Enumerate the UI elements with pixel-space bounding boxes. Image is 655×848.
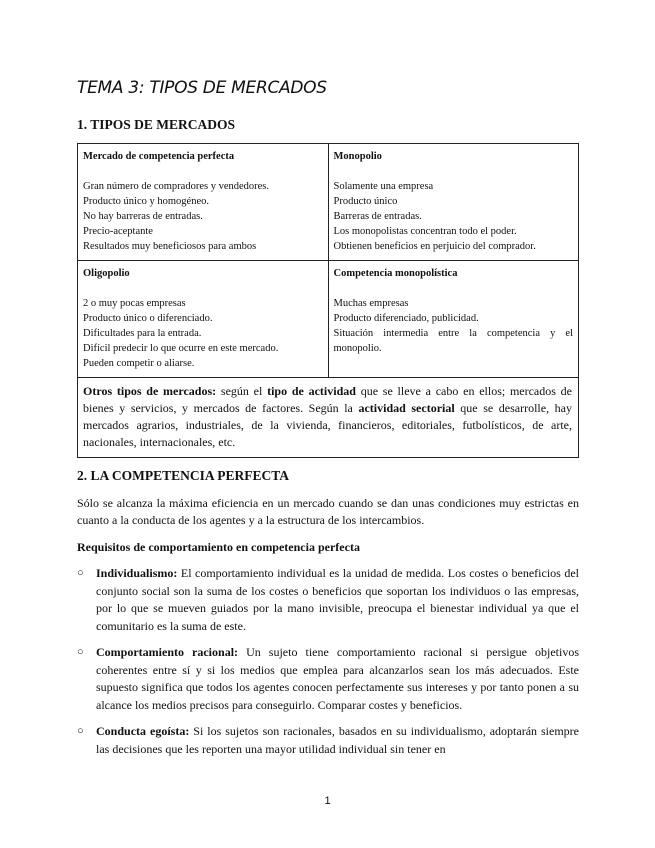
cell-line: Gran número de compradores y vendedores.: [83, 181, 270, 192]
requirement-label: Conducta egoísta:: [96, 724, 190, 738]
cell-heading: Oligopolio: [83, 268, 130, 279]
cell-line: Muchas empresas: [333, 298, 409, 309]
cell-competencia-perfecta: [78, 144, 329, 261]
circle-bullet-icon: ○: [77, 725, 84, 737]
cell-oligopolio: [78, 261, 329, 378]
section-2-heading: 2. LA COMPETENCIA PERFECTA: [77, 468, 290, 483]
circle-bullet-icon: ○: [77, 567, 84, 579]
requirement-label: Individualismo:: [96, 566, 178, 580]
otros-bold-term: tipo de actividad: [267, 384, 356, 398]
otros-label: Otros tipos de mercados:: [83, 384, 217, 398]
intro-paragraph: Sólo se alcanza la máxima eficiencia en un mercado cuando se dan unas condiciones muy estrictas en cuanto a la conducta de los agentes y a la estructura de los intercambios.: [77, 496, 579, 527]
otros-text: que se lleve a cabo en ellos; mercados de bienes y servicios, y mercados de factores. Según la: [83, 384, 573, 415]
cell-line: Producto único y homogéneo.: [83, 196, 209, 207]
circle-bullet-icon: ○: [77, 646, 84, 658]
page-number: 1: [324, 795, 331, 807]
list-item: [77, 565, 579, 635]
otros-bold-term: actividad sectorial: [358, 401, 455, 415]
cell-heading: Competencia monopolística: [333, 268, 458, 279]
cell-line: Obtienen beneficios en perjuicio del comprador.: [333, 241, 536, 252]
requirements-subheading: Requisitos de comportamiento en competencia perfecta: [77, 540, 360, 554]
cell-line: Barreras de entradas.: [333, 211, 422, 222]
cell-line: Producto único: [333, 196, 398, 207]
document-title: TEMA 3: TIPOS DE MERCADOS: [77, 78, 327, 98]
cell-heading: Mercado de competencia perfecta: [83, 151, 235, 162]
cell-line: Difícil predecir lo que ocurre en este mercado.: [83, 343, 279, 354]
cell-heading: Monopolio: [333, 151, 382, 162]
cell-line: No hay barreras de entradas.: [83, 211, 203, 222]
cell-line: Dificultades para la entrada.: [83, 328, 202, 339]
cell-line: Pueden competir o aliarse.: [83, 358, 195, 369]
cell-line: Solamente una empresa: [333, 181, 434, 192]
cell-line: 2 o muy pocas empresas: [83, 298, 186, 309]
section-1-heading: 1. TIPOS DE MERCADOS: [77, 117, 236, 132]
cell-competencia-monopolistica: [328, 261, 579, 378]
cell-line: Los monopolistas concentran todo el poder.: [333, 226, 517, 237]
requirement-text: Si los sujetos son racionales, basados en su individualismo, adoptarán siempre las decisiones que les reporten una mayor utilidad individual sin tener en: [96, 724, 579, 756]
requirement-text: El comportamiento individual es la unidad de medida. Los costes o beneficios del conjunto social son la suma de los costes o beneficios que soportan los individuos o las empresas, por lo que se mueven guiados por la mano invisible, preocupa el bienestar individual ya que el comunitario es la suma de este.: [96, 566, 579, 633]
cell-line: Resultados muy beneficiosos para ambos: [83, 241, 257, 252]
list-item: [77, 644, 579, 714]
cell-monopolio: [328, 144, 579, 261]
otros-text: que se desarrolle, hay mercados agrarios, industriales, de la vivienda, financieros, editoriales, futbolísticos, de arte, nacionales, internacionales, etc.: [83, 401, 572, 449]
list-item: [77, 723, 579, 758]
requirement-label: Comportamiento racional:: [96, 645, 239, 659]
cell-line: Precio-aceptante: [83, 226, 153, 237]
market-types-table: [77, 143, 579, 458]
cell-line: Producto único o diferenciado.: [83, 313, 213, 324]
otros-text: según el: [216, 384, 268, 398]
cell-line: Producto diferenciado, publicidad.: [333, 313, 479, 324]
cell-line: Situación intermedia entre la competencia y el monopolio.: [333, 328, 573, 354]
requirement-text: Un sujeto tiene comportamiento racional si persigue objetivos coherentes entre sí y si los medios que emplea para alcanzarlos sean los más adecuados. Este supuesto significa que todos los agentes conocen perfectamente sus intereses y por tanto ponen a su alcance los medios precisos para conseguirlo. Comparar costes y beneficios.: [96, 645, 579, 712]
requirements-list: [77, 565, 579, 767]
cell-otros-tipos: [78, 378, 579, 458]
